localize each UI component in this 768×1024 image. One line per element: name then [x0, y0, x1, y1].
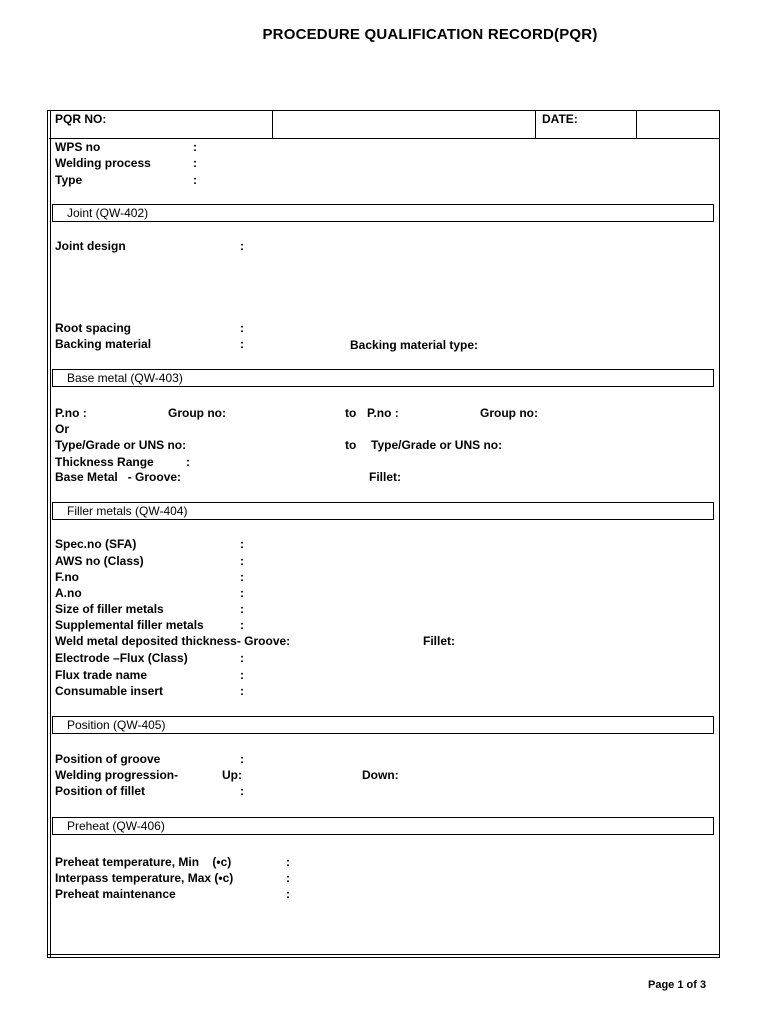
colon: : [240, 651, 244, 665]
root-spacing-label: Root spacing [55, 321, 132, 335]
pqr-no-label: PQR NO: [49, 110, 273, 138]
position-groove-label: Position of groove [55, 752, 161, 766]
weld-metal-thickness-label: Weld metal deposited thickness- Groove: [55, 634, 291, 648]
colon: : [240, 618, 244, 632]
colon: : [286, 887, 290, 901]
weld-metal-fillet-label: Fillet: [423, 634, 455, 648]
colon: : [240, 586, 244, 600]
aws-no-label: AWS no (Class) [55, 554, 144, 568]
header-row [49, 110, 720, 139]
interpass-max-label: Interpass temperature, Max (•c) [55, 871, 234, 885]
position-fillet-label: Position of fillet [55, 784, 145, 798]
colon: : [240, 602, 244, 616]
colon: : [240, 239, 244, 253]
pqr-no-field[interactable] [273, 110, 536, 138]
supplemental-filler-label: Supplemental filler metals [55, 618, 204, 632]
page-number: Page 1 of 3 [648, 979, 707, 991]
colon: : [193, 173, 197, 187]
joint-design-label: Joint design [55, 239, 126, 253]
colon: : [240, 684, 244, 698]
section-preheat: Preheat (QW-406) [52, 817, 714, 835]
colon: : [240, 337, 244, 351]
spec-no-label: Spec.no (SFA) [55, 537, 137, 551]
pno-label: P.no : [55, 406, 87, 420]
base-metal-groove-label: Base Metal - Groove: [55, 470, 182, 484]
to-group-no-label: Group no: [480, 406, 538, 420]
colon: : [240, 668, 244, 682]
preheat-min-label: Preheat temperature, Min (•c) [55, 855, 232, 869]
preheat-maintenance-label: Preheat maintenance [55, 887, 176, 901]
colon: : [240, 554, 244, 568]
colon: : [240, 784, 244, 798]
group-no-label: Group no: [168, 406, 226, 420]
colon: : [240, 321, 244, 335]
colon: : [193, 140, 197, 154]
page-title: PROCEDURE QUALIFICATION RECORD(PQR) [262, 26, 598, 43]
consumable-insert-label: Consumable insert [55, 684, 164, 698]
progression-up-label: Up: [222, 768, 242, 782]
to-label: to [345, 438, 357, 452]
colon: : [240, 537, 244, 551]
electrode-flux-label: Electrode –Flux (Class) [55, 651, 188, 665]
type-label: Type [55, 173, 83, 187]
colon: : [186, 455, 190, 469]
colon: : [286, 871, 290, 885]
to-type-grade-label: Type/Grade or UNS no: [371, 438, 503, 452]
section-filler-metals: Filler metals (QW-404) [52, 502, 714, 520]
to-pno-label: P.no : [367, 406, 399, 420]
section-joint: Joint (QW-402) [52, 204, 714, 222]
backing-material-type-label: Backing material type: [350, 338, 479, 352]
size-filler-label: Size of filler metals [55, 602, 164, 616]
flux-trade-label: Flux trade name [55, 668, 148, 682]
welding-progression-label: Welding progression- [55, 768, 179, 782]
wps-no-label: WPS no [55, 140, 101, 154]
fno-label: F.no [55, 570, 79, 584]
or-label: Or [55, 422, 70, 436]
colon: : [240, 752, 244, 766]
to-label: to [345, 406, 357, 420]
section-base-metal: Base metal (QW-403) [52, 369, 714, 387]
thickness-range-label: Thickness Range [55, 455, 154, 469]
date-field[interactable] [637, 110, 720, 138]
section-position: Position (QW-405) [52, 716, 714, 734]
progression-down-label: Down: [362, 768, 399, 782]
type-grade-label: Type/Grade or UNS no: [55, 438, 187, 452]
colon: : [286, 855, 290, 869]
date-label: DATE: [536, 110, 637, 138]
colon: : [240, 570, 244, 584]
ano-label: A.no [55, 586, 82, 600]
base-metal-fillet-label: Fillet: [369, 470, 401, 484]
colon: : [193, 156, 197, 170]
welding-process-label: Welding process [55, 156, 151, 170]
backing-material-label: Backing material [55, 337, 152, 351]
